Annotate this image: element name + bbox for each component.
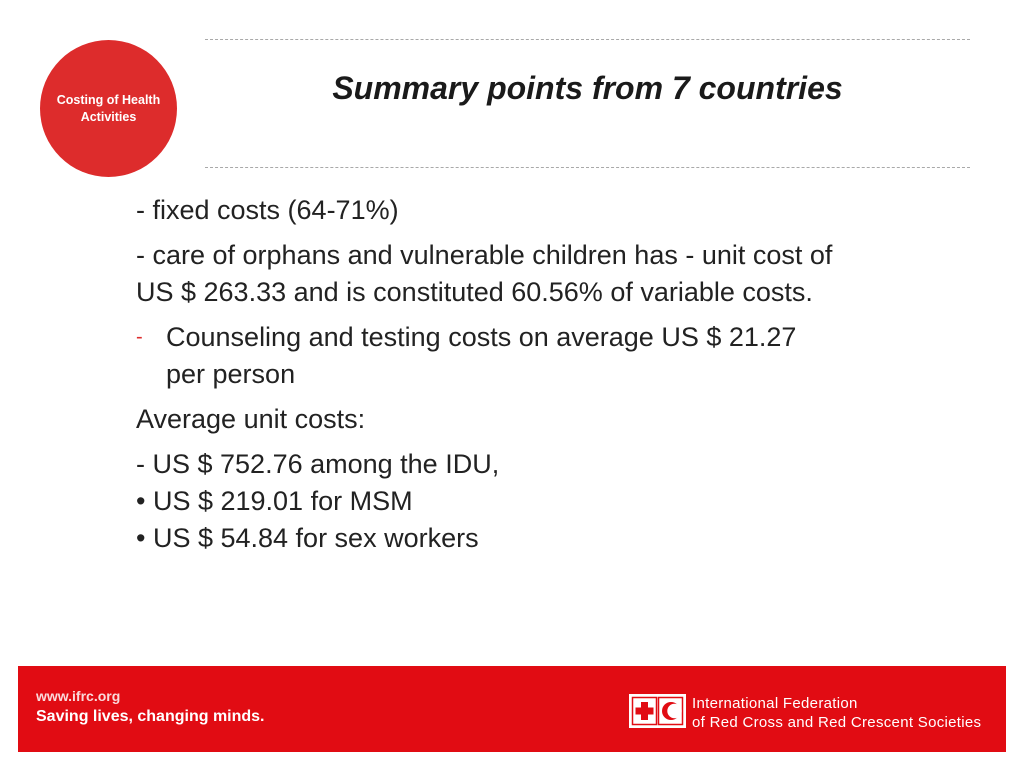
bullet-unit-costs-list bbox=[136, 446, 956, 557]
slide-body bbox=[136, 192, 956, 565]
org-name-line-2: of Red Cross and Red Crescent Societies bbox=[692, 714, 982, 731]
footer-url-link[interactable]: www.ifrc.org bbox=[36, 688, 121, 704]
top-divider bbox=[205, 39, 970, 40]
bullet-text bbox=[166, 319, 956, 393]
text-line: Counseling and testing costs on average US $ 21.27 bbox=[166, 322, 797, 352]
text-line: per person bbox=[166, 359, 296, 389]
bullet-orphans-care bbox=[136, 237, 956, 311]
footer-tagline: Saving lives, changing minds. bbox=[36, 708, 265, 725]
org-name-line-1: International Federation bbox=[692, 695, 858, 712]
bullet-fixed-costs bbox=[136, 192, 956, 229]
bullet-counseling-testing bbox=[136, 319, 956, 393]
text-line: - US $ 752.76 among the IDU, bbox=[136, 449, 500, 479]
text-line: US $ 263.33 and is constituted 60.56% of variable costs. bbox=[136, 277, 813, 307]
text-line: • US $ 54.84 for sex workers bbox=[136, 523, 479, 553]
badge-label: Costing of Health Activities bbox=[56, 92, 161, 124]
heading-average-unit-costs bbox=[136, 401, 956, 438]
text-line: - care of orphans and vulnerable children has - unit cost of bbox=[136, 240, 833, 270]
text-line: - fixed costs (64-71%) bbox=[136, 195, 399, 225]
slide-title: Summary points from 7 countries bbox=[332, 70, 843, 106]
section-badge bbox=[40, 40, 177, 177]
red-cross-red-crescent-icon bbox=[629, 694, 686, 728]
organization-name bbox=[692, 694, 981, 732]
bottom-divider bbox=[205, 167, 970, 168]
bullet-marker: - bbox=[136, 326, 143, 348]
text-line: Average unit costs: bbox=[136, 404, 366, 434]
text-line: • US $ 219.01 for MSM bbox=[136, 486, 413, 516]
footer-bar bbox=[18, 666, 1006, 752]
